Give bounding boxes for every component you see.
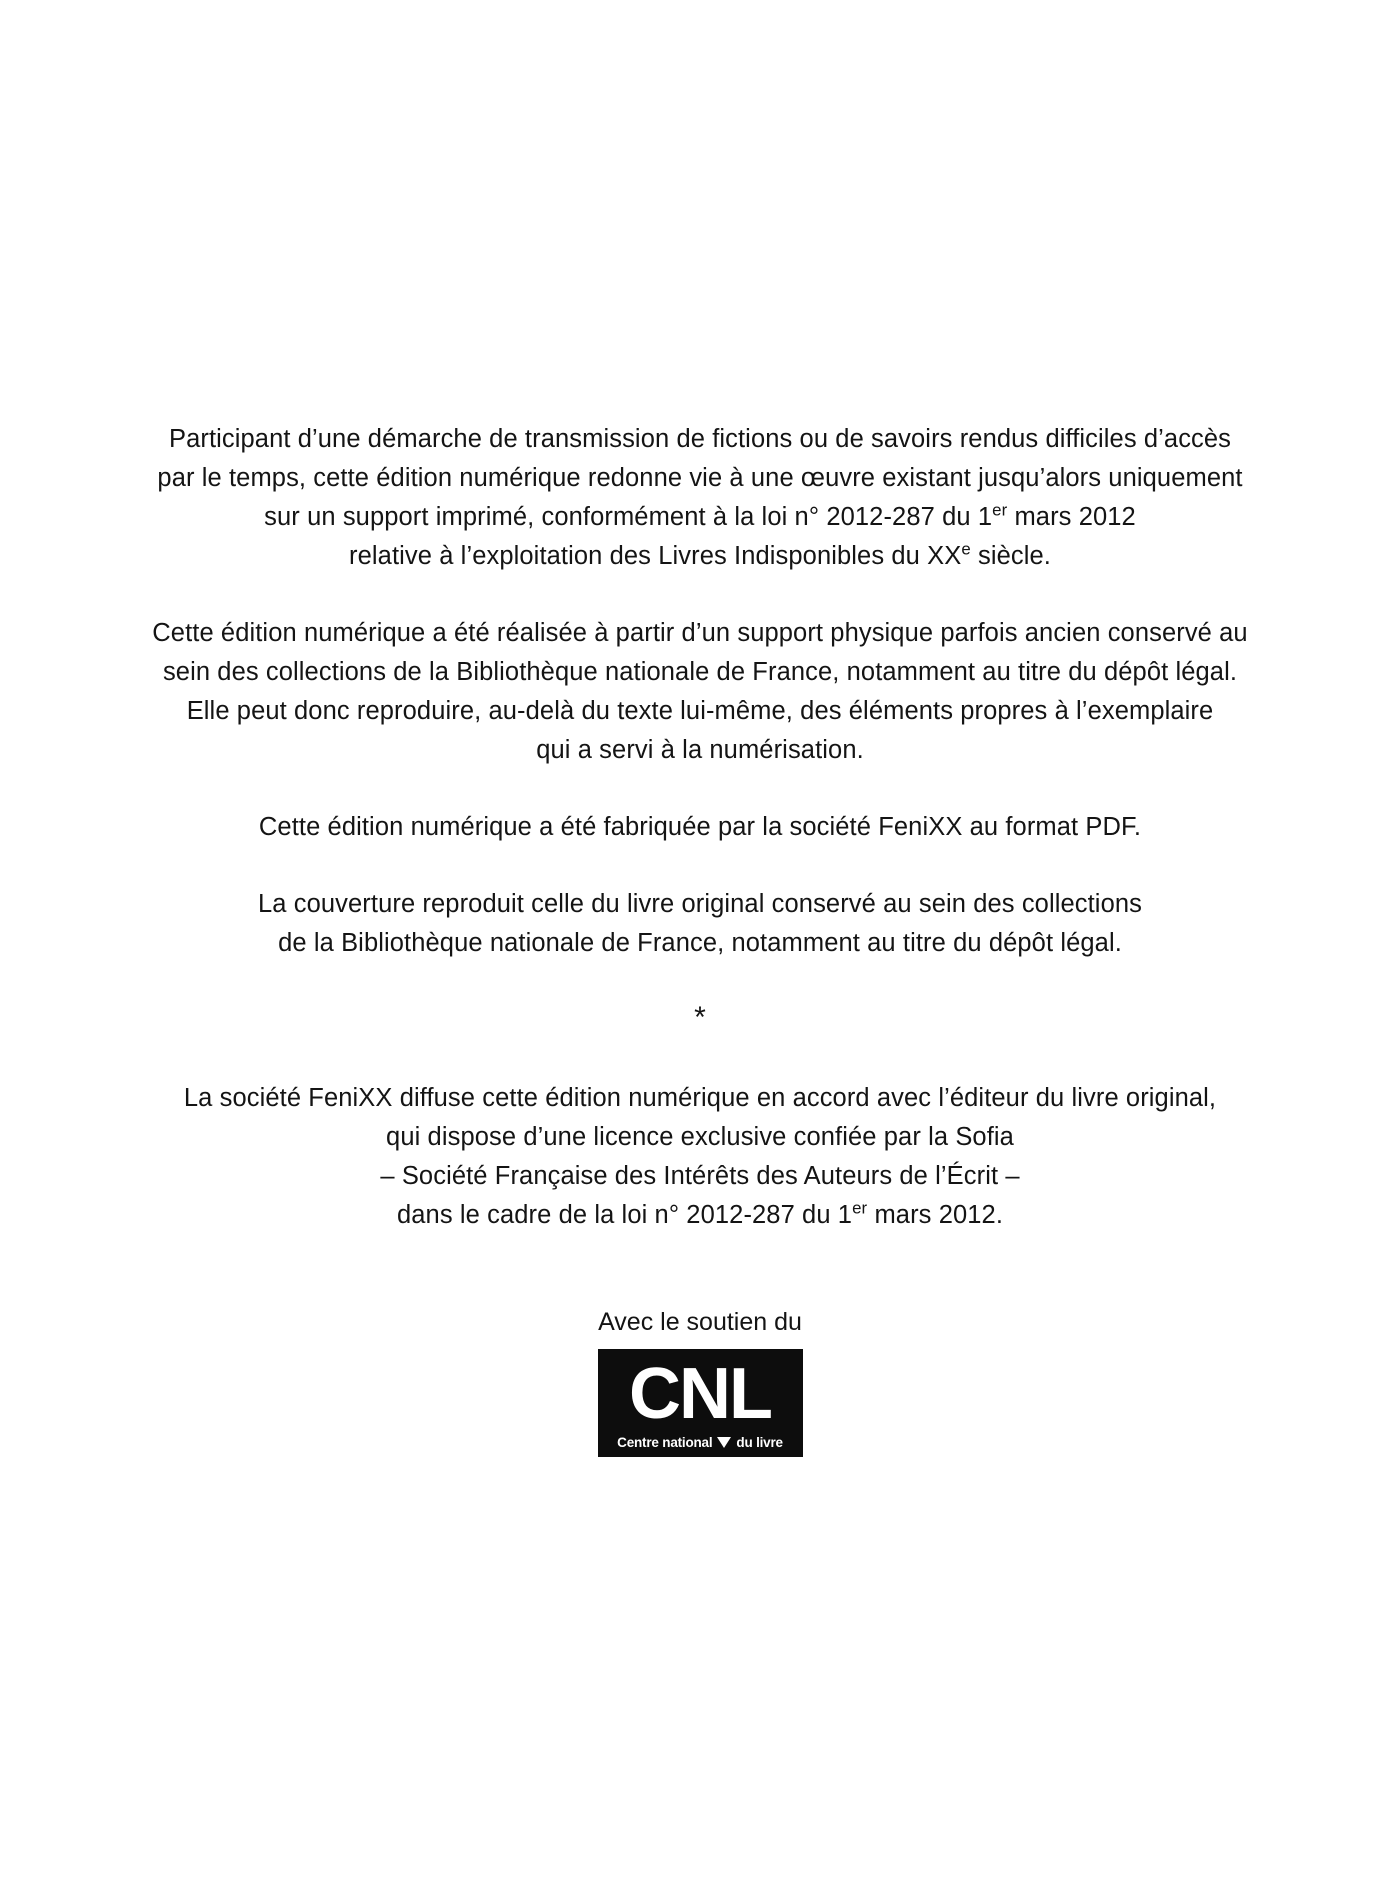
paragraph-line: Cette édition numérique a été réalisée à partir d’un support physique parfois ancien conservé au bbox=[152, 619, 1248, 647]
paragraph-line-law-frame: dans le cadre de la loi n° 2012-287 du 1er mars 2012. bbox=[396, 1198, 1004, 1229]
paragraph-physical-support bbox=[120, 614, 1280, 770]
paragraph-cover bbox=[120, 885, 1280, 963]
section-separator-asterisk: * bbox=[694, 1001, 706, 1034]
paragraph-line: qui dispose d’une licence exclusive confiée par la Sofia bbox=[386, 1123, 1014, 1151]
cnl-logo bbox=[598, 1349, 803, 1457]
paragraph-fenixx-pdf bbox=[120, 808, 1280, 847]
paragraph-line: – Société Française des Intérêts des Auteurs de l’Écrit – bbox=[380, 1162, 1020, 1190]
cnl-logo-letters: CNL bbox=[629, 1354, 771, 1434]
paragraph-line: qui a servi à la numérisation. bbox=[536, 736, 864, 764]
triangle-icon bbox=[717, 1437, 731, 1448]
cnl-logo-subtitle bbox=[598, 1435, 803, 1450]
paragraph-line-century: relative à l’exploitation des Livres Indisponibles du XXe siècle. bbox=[349, 539, 1051, 570]
cnl-subtitle-right: du livre bbox=[736, 1435, 783, 1450]
paragraph-line: Participant d’une démarche de transmission de fictions ou de savoirs rendus difficiles d’accès bbox=[168, 425, 1232, 453]
paragraph-line: La couverture reproduit celle du livre original conservé au sein des collections bbox=[258, 890, 1142, 918]
paragraph-line: par le temps, cette édition numérique redonne vie à une œuvre existant jusqu’alors uniquement bbox=[157, 464, 1243, 492]
paragraph-line: La société FeniXX diffuse cette édition numérique en accord avec l’éditeur du livre original, bbox=[183, 1084, 1217, 1112]
paragraph-line: de la Bibliothèque nationale de France, notamment au titre du dépôt légal. bbox=[278, 929, 1122, 957]
paragraph-line: Cette édition numérique a été fabriquée par la société FeniXX au format PDF. bbox=[258, 813, 1142, 841]
paragraph-distribution bbox=[120, 1079, 1280, 1235]
document-body bbox=[120, 420, 1280, 1457]
paragraph-line: Elle peut donc reproduire, au-delà du texte lui-même, des éléments propres à l’exemplaire bbox=[186, 697, 1214, 725]
paragraph-line: sein des collections de la Bibliothèque nationale de France, notamment au titre du dépôt légal. bbox=[162, 658, 1238, 686]
support-caption: Avec le soutien du bbox=[598, 1308, 802, 1336]
paragraph-transmission bbox=[120, 420, 1280, 576]
cnl-subtitle-left: Centre national bbox=[617, 1435, 713, 1450]
paragraph-line-law: sur un support imprimé, conformément à la loi n° 2012-287 du 1er mars 2012 bbox=[264, 500, 1136, 531]
support-footer bbox=[120, 1307, 1280, 1457]
